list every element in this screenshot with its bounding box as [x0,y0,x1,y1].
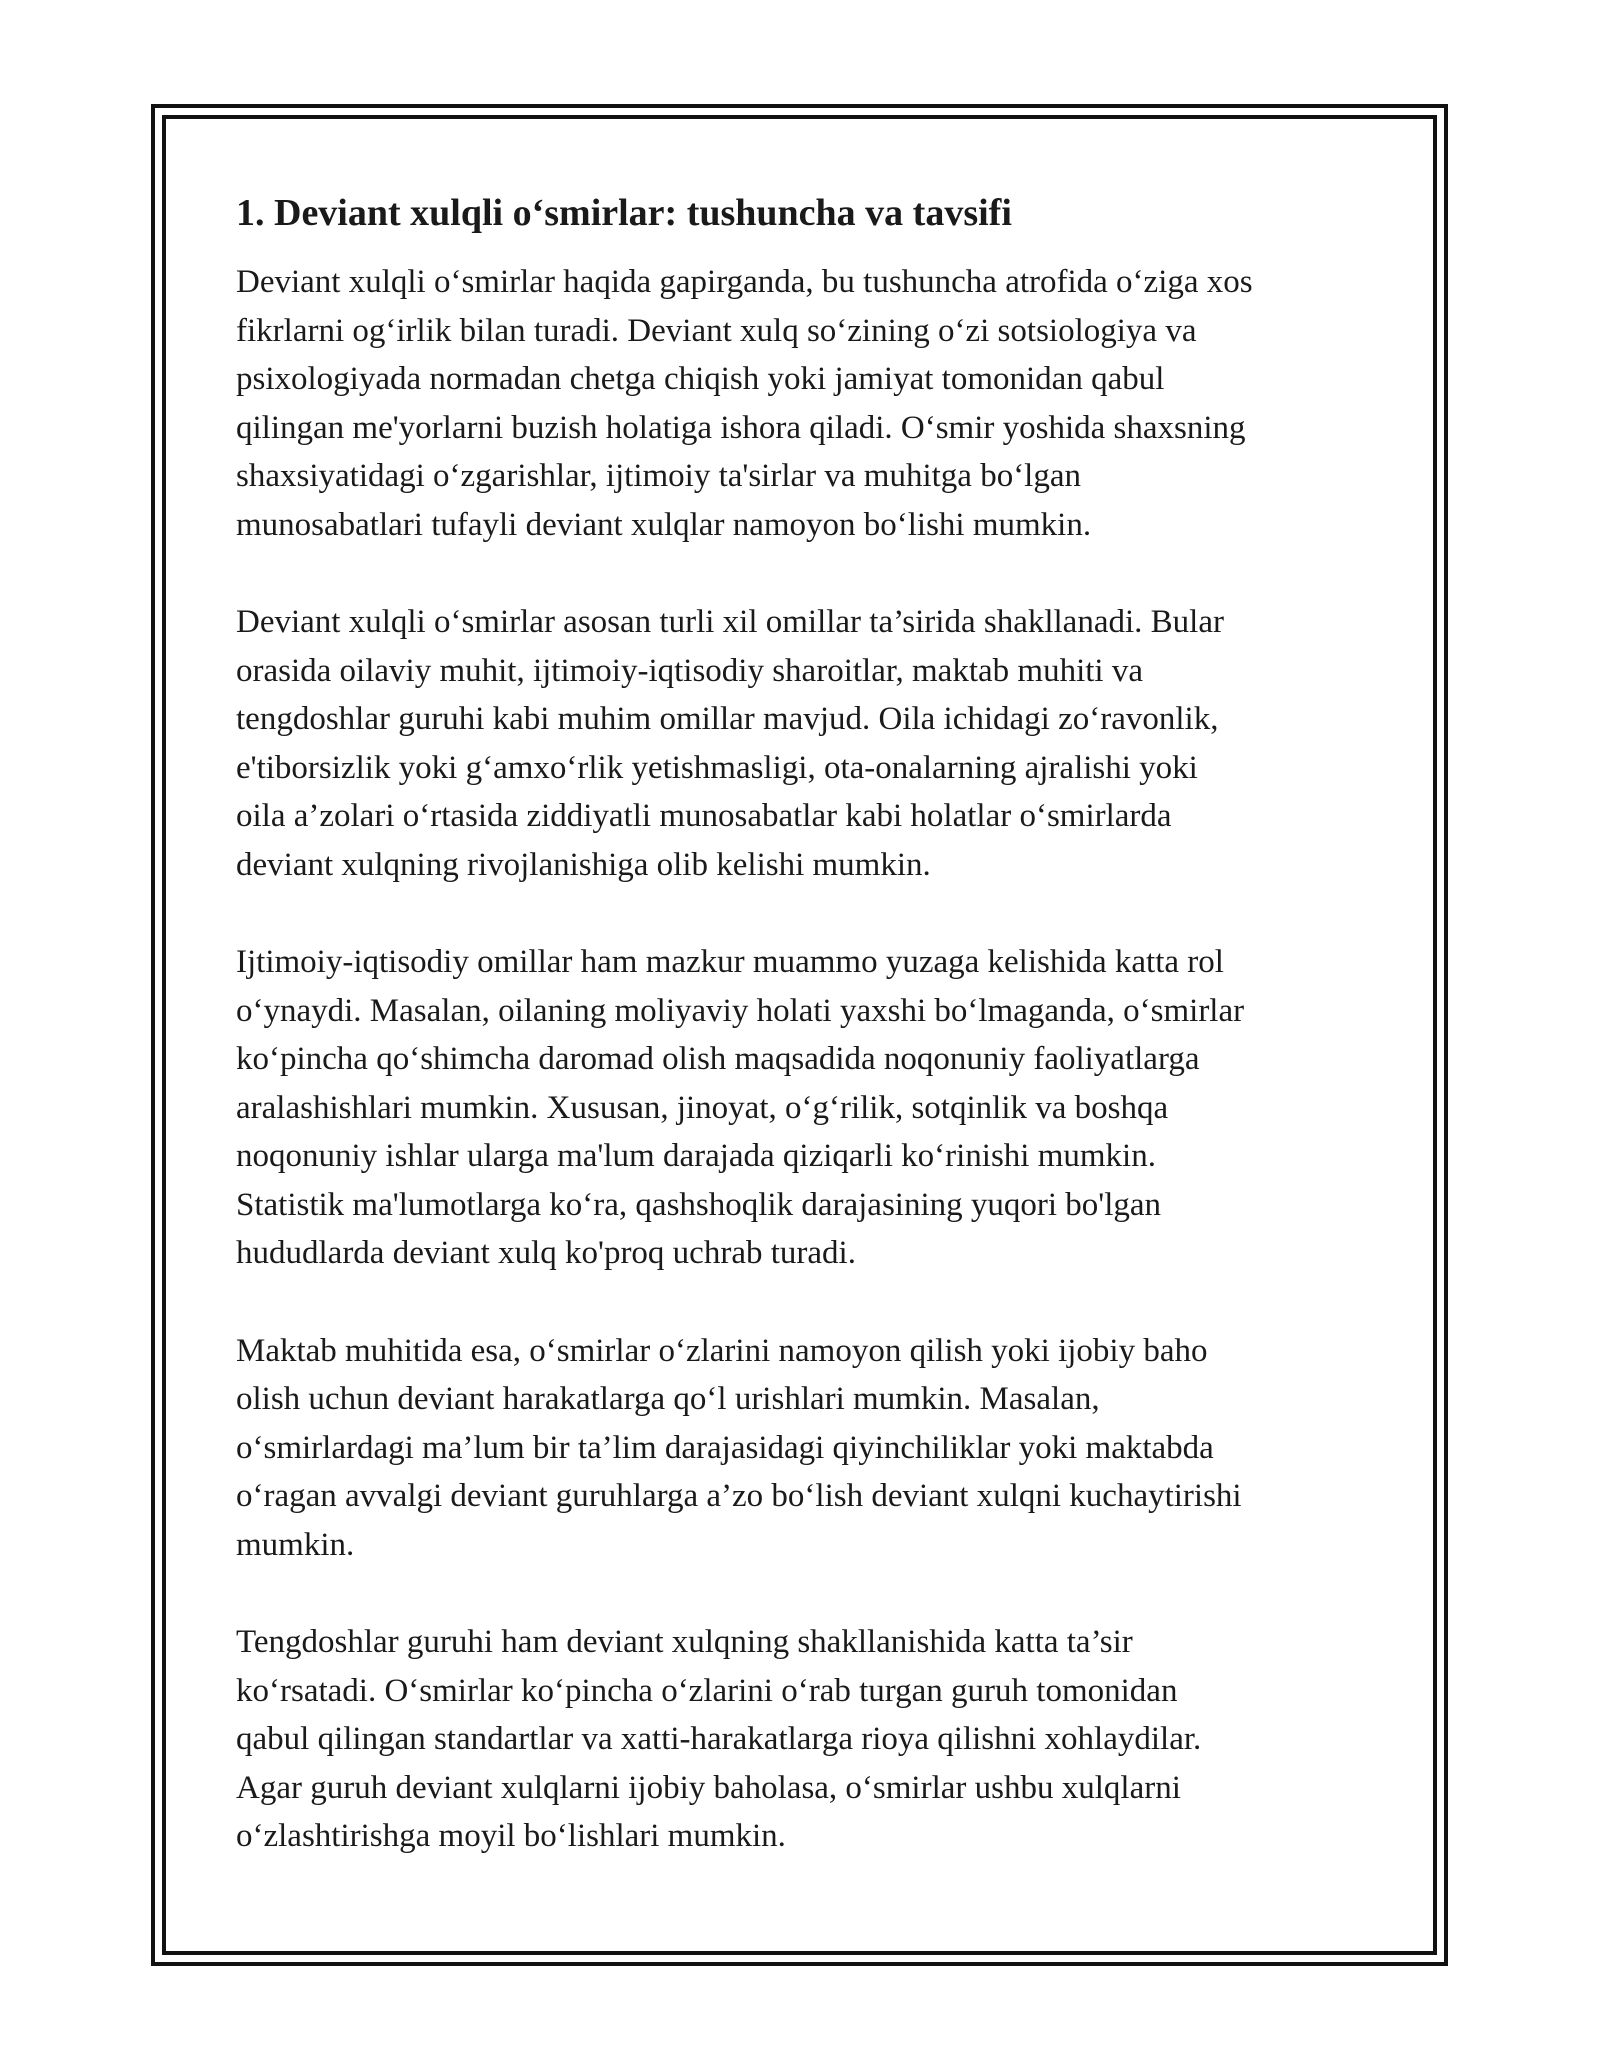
paragraph-1 [236,258,1372,549]
text-line: o‘ynaydi. Masalan, oilaning moliyaviy holati yaxshi bo‘lmaganda, o‘smirlar [236,992,1245,1029]
text-line: oila a’zolari o‘rtasida ziddiyatli munosabatlar kabi holatlar o‘smirlarda [236,798,1172,834]
text-line: Deviant xulqli o‘smirlar asosan turli xil omillar ta’sirida shakllanadi. Bular [236,604,1224,640]
text-line: Statistik ma'lumotlarga ko‘ra, qashshoqlik darajasining yuqori bo'lgan [236,1186,1162,1223]
text-line: hududlarda deviant xulq ko'proq uchrab turadi. [236,1235,856,1271]
text-line: Ijtimoiy-iqtisodiy omillar ham mazkur muammo yuzaga kelishida katta rol [236,944,1224,980]
text-line: munosabatlari tufayli deviant xulqlar namoyon bo‘lishi mumkin. [236,506,1092,543]
text-line: Deviant xulqli o‘smirlar haqida gapirganda, bu tushuncha atrofida o‘ziga xos [236,264,1253,300]
text-line: tengdoshlar guruhi kabi muhim omillar mavjud. Oila ichidagi zo‘ravonlik, [236,701,1219,737]
text-line: mumkin. [236,1526,355,1563]
section-heading: 1. Deviant xulqli o‘smirlar: tushuncha va tavsifi [236,192,1012,234]
text-line: psixologiyada normadan chetga chiqish yoki jamiyat tomonidan qabul [236,361,1165,397]
text-line: orasida oilaviy muhit, ijtimoiy-iqtisodiy sharoitlar, maktab muhiti va [236,652,1143,689]
paragraph-3 [236,938,1372,1278]
text-line: ko‘pincha qo‘shimcha daromad olish maqsadida noqonuniy faoliyatlarga [236,1041,1200,1077]
page-content [236,190,1372,1910]
text-line: shaxsiyatidagi o‘zgarishlar, ijtimoiy ta'sirlar va muhitga bo‘lgan [236,458,1081,494]
paragraph-5 [236,1618,1372,1861]
paragraph-2 [236,598,1372,889]
text-line: qilingan me'yorlarni buzish holatiga ishora qiladi. O‘smir yoshida shaxsning [236,409,1246,446]
text-line: fikrlarni og‘irlik bilan turadi. Deviant xulq so‘zining o‘zi sotsiologiya va [236,312,1197,349]
text-line: olish uchun deviant harakatlarga qo‘l urishlari mumkin. Masalan, [236,1381,1100,1417]
text-line: o‘zlashtirishga moyil bo‘lishlari mumkin. [236,1818,786,1854]
text-line: Tengdoshlar guruhi ham deviant xulqning shakllanishida katta ta’sir [236,1624,1133,1660]
text-line: deviant xulqning rivojlanishiga olib kelishi mumkin. [236,846,931,883]
text-line: Maktab muhitida esa, o‘smirlar o‘zlarini namoyon qilish yoki ijobiy baho [236,1332,1208,1369]
text-line: o‘ragan avvalgi deviant guruhlarga a’zo bo‘lish deviant xulqni kuchaytirishi [236,1478,1242,1514]
text-line: qabul qilingan standartlar va xatti-harakatlarga rioya qilishni xohlaydilar. [236,1721,1202,1757]
text-line: o‘smirlardagi ma’lum bir ta’lim darajasidagi qiyinchiliklar yoki maktabda [236,1429,1214,1466]
text-line: ko‘rsatadi. O‘smirlar ko‘pincha o‘zlarini o‘rab turgan guruh tomonidan [236,1672,1178,1709]
text-line: e'tiborsizlik yoki g‘amxo‘rlik yetishmasligi, ota-onalarning ajralishi yoki [236,749,1198,786]
text-line: aralashishlari mumkin. Xususan, jinoyat, o‘g‘rilik, sotqinlik va boshqa [236,1089,1169,1126]
text-line: noqonuniy ishlar ularga ma'lum darajada qiziqarli ko‘rinishi mumkin. [236,1138,1156,1174]
paragraph-4 [236,1327,1372,1570]
text-line: Agar guruh deviant xulqlarni ijobiy baholasa, o‘smirlar ushbu xulqlarni [236,1769,1181,1806]
